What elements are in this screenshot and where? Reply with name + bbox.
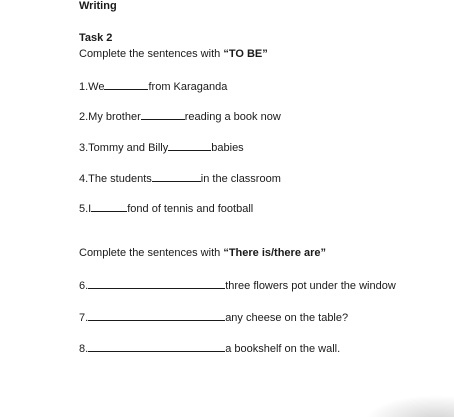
sentence-2-blank[interactable] (141, 109, 185, 120)
sentence-1-prefix: 1.We (79, 81, 105, 93)
sentence-3-blank[interactable] (168, 140, 211, 151)
sentence-6-suffix: three flowers pot under the window (225, 280, 396, 292)
sentence-1 (79, 79, 227, 93)
sentence-8-prefix: 8. (79, 343, 89, 355)
sentence-6-prefix: 6. (79, 280, 89, 292)
sentence-5 (79, 201, 253, 215)
task-title: Task 2 (79, 32, 113, 44)
sentence-8-blank[interactable] (88, 341, 225, 352)
sentence-5-prefix: 5.I (79, 203, 92, 215)
sentence-3-suffix: babies (211, 142, 244, 154)
section2-instruction-text: Complete the sentences with (79, 247, 224, 259)
section2-instruction-key: “There is/there are” (223, 247, 327, 259)
photo-corner-shadow (364, 395, 454, 417)
section1-instruction-text: Complete the sentences with (79, 48, 224, 60)
worksheet-heading: Writing (79, 0, 117, 12)
sentence-3 (79, 140, 244, 154)
sentence-2-suffix: reading a book now (184, 111, 281, 123)
section1-instruction (79, 48, 268, 60)
sentence-7 (79, 310, 348, 324)
sentence-2-prefix: 2.My brother (79, 111, 141, 123)
sentence-1-suffix: from Karaganda (148, 81, 228, 93)
section2-instruction (79, 247, 326, 259)
sentence-8-suffix: a bookshelf on the wall. (225, 343, 341, 355)
sentence-6-blank[interactable] (88, 278, 225, 289)
sentence-4-prefix: 4.The students (79, 173, 152, 185)
sentence-7-blank[interactable] (88, 310, 225, 321)
sentence-2 (79, 109, 281, 123)
sentence-1-blank[interactable] (104, 79, 148, 90)
sentence-4 (79, 171, 281, 185)
sentence-4-suffix: in the classroom (200, 173, 281, 185)
sentence-3-prefix: 3.Tommy and Billy (79, 142, 169, 154)
sentence-6 (79, 278, 396, 292)
sentence-7-suffix: any cheese on the table? (225, 312, 349, 324)
sentence-7-prefix: 7. (79, 312, 89, 324)
sentence-8 (79, 341, 340, 355)
sentence-4-blank[interactable] (152, 171, 201, 182)
sentence-5-suffix: fond of tennis and football (127, 203, 254, 215)
sentence-5-blank[interactable] (91, 201, 127, 212)
section1-instruction-key: “TO BE” (223, 48, 268, 60)
